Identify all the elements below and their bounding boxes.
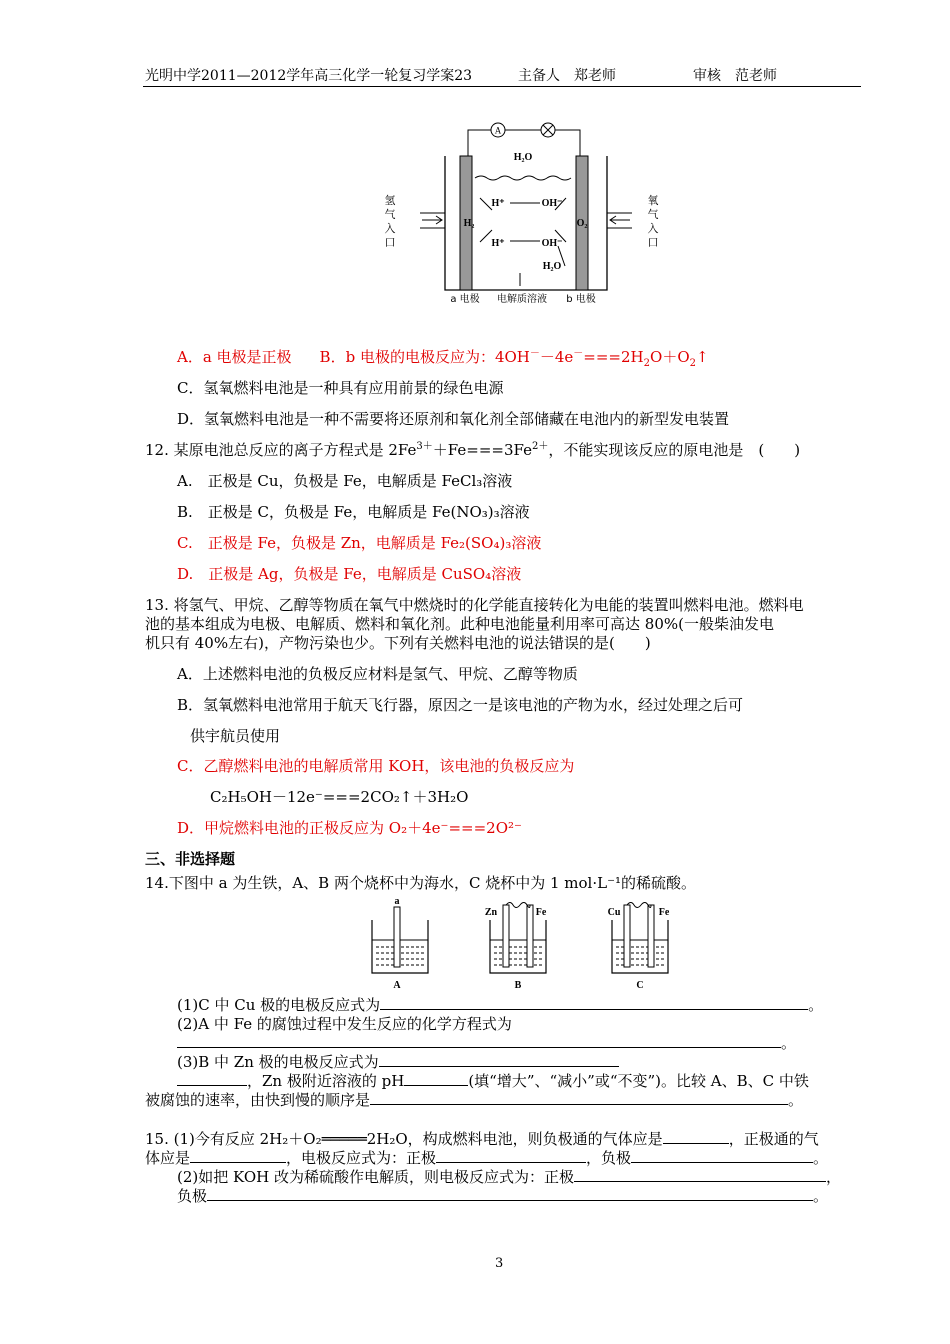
beaker-a-label: A xyxy=(393,980,401,991)
answer-blank[interactable] xyxy=(207,1186,813,1201)
beakers-diagram xyxy=(360,895,690,995)
q15-line-1: 15. (1)今有反应 2H₂＋O₂═════2H₂O，构成燃料电池，则负极通的气体应是 ，正极通的气 xyxy=(145,1130,819,1148)
o2-inlet-4: 口 xyxy=(647,236,659,249)
oh-1: OH⁻ xyxy=(541,198,563,209)
q13-stem-1: 13. 将氢气、甲烷、乙醇等物质在氧气中燃烧时的化学能直接转化为电能的装置叫燃料电池。燃料电 xyxy=(145,596,804,614)
beaker-c-cu: Cu xyxy=(607,907,621,918)
q13-option-c-2: C₂H₅OH－12e⁻===2CO₂↑＋3H₂O xyxy=(210,788,469,806)
q11-option-b-text: B．b 电极的电极反应为：$4OH^--4e^-===2H_2O+O_2↑$ xyxy=(319,348,709,369)
q15-line-2: 体应是 ，电极反应式为：正极 ，负极 。 xyxy=(145,1149,829,1167)
h2-inlet-1: 氢 xyxy=(384,194,396,207)
caption-b-electrode: b 电极 xyxy=(566,294,596,305)
q12-stem: 12. 某原电池总反应的离子方程式是 $2Fe^{3+}+Fe===3Fe^{2+}$，不能实现该反应的原电池是 ( ) xyxy=(145,441,801,459)
section-heading: 三、非选择题 xyxy=(145,850,236,868)
h2-inlet-2: 气 xyxy=(384,208,396,221)
q13-option-a: A．上述燃料电池的负极反应材料是氢气、甲烷、乙醇等物质 xyxy=(177,665,578,683)
h2-inlet-3: 入 xyxy=(384,222,396,235)
beaker-a-rod-label: a xyxy=(394,896,400,907)
o2-inlet-3: 入 xyxy=(647,222,659,235)
caption-electrolyte: 电解质溶液 xyxy=(497,294,547,305)
q14-part-3: (3)B 中 Zn 极的电极反应式为 xyxy=(177,1052,619,1072)
q11-option-a xyxy=(177,347,709,367)
q14-part-5: 被腐蚀的速率，由快到慢的顺序是 。 xyxy=(145,1091,804,1109)
answer-blank[interactable] xyxy=(370,1090,788,1105)
h-plus-2: H⁺ xyxy=(491,238,505,249)
q13-stem-3: 机只有 40%左右)，产物污染也少。下列有关燃料电池的说法错误的是( ) xyxy=(145,634,651,652)
ammeter-label: A xyxy=(494,125,502,136)
answer-blank[interactable] xyxy=(436,1148,586,1163)
page-number: 3 xyxy=(495,1256,504,1271)
q12-option-a: A. 正极是 Cu，负极是 Fe，电解质是 FeCl₃溶液 xyxy=(177,472,513,490)
q12-option-c: C. 正极是 Fe，负极是 Zn，电解质是 Fe₂(SO₄)₃溶液 xyxy=(177,534,542,552)
q11-option-c: C．氢氧燃料电池是一种具有应用前景的绿色电源 xyxy=(177,379,504,397)
answer-blank[interactable] xyxy=(380,995,808,1010)
beaker-b-label: B xyxy=(514,980,522,991)
answer-blank[interactable] xyxy=(574,1167,826,1182)
q11-option-d: D．氢氧燃料电池是一种不需要将还原剂和氧化剂全部储藏在电池内的新型发电装置 xyxy=(177,410,730,428)
q13-option-b-2: 供宇航员使用 xyxy=(190,727,281,745)
header-rule xyxy=(143,86,861,87)
o2-label: O₂ xyxy=(576,218,588,229)
h-plus-1: H⁺ xyxy=(491,198,505,209)
q14-part-2: (2)A 中 Fe 的腐蚀过程中发生反应的化学方程式为 xyxy=(177,1015,512,1033)
q15-line-3: (2)如把 KOH 改为稀硫酸作电解质，则电极反应式为：正极 ， xyxy=(177,1168,841,1186)
water-top-label: H₂O xyxy=(513,152,533,163)
beaker-b-fe: Fe xyxy=(535,907,547,918)
o2-inlet-2: 气 xyxy=(647,208,659,221)
answer-blank[interactable] xyxy=(631,1148,813,1163)
header-title: 光明中学2011—2012学年高三化学一轮复习学案23 xyxy=(145,68,473,84)
q14-part-2-answer: 。 xyxy=(177,1033,796,1053)
q13-option-c-1: C．乙醇燃料电池的电解质常用 KOH，该电池的负极反应为 xyxy=(177,757,575,775)
o2-inlet-1: 氧 xyxy=(647,194,659,207)
q15-line-4: 负极 。 xyxy=(177,1187,829,1205)
beaker-b-zn: Zn xyxy=(484,907,498,918)
q12-option-d: D. 正极是 Ag，负极是 Fe，电解质是 CuSO₄溶液 xyxy=(177,565,522,583)
answer-blank[interactable] xyxy=(379,1052,619,1067)
q13-option-b-1: B．氢氧燃料电池常用于航天飞行器，原因之一是该电池的产物为水，经过处理之后可 xyxy=(177,696,744,714)
header-reviewer: 审核 范老师 xyxy=(693,68,777,84)
water-bottom-label: H₂O xyxy=(542,261,562,272)
q14-part-1: (1)C 中 Cu 极的电极反应式为 。 xyxy=(177,996,824,1014)
h2-label: H₂ xyxy=(463,218,475,229)
answer-blank[interactable] xyxy=(177,1033,781,1048)
q14-stem: 14.下图中 a 为生铁，A、B 两个烧杯中为海水，C 烧杯中为 1 mol·L⁻¹的稀硫酸。 xyxy=(145,874,696,892)
h2-inlet-4: 口 xyxy=(384,236,396,249)
q13-option-d: D．甲烷燃料电池的正极反应为 O₂＋4e⁻===2O²⁻ xyxy=(177,819,522,837)
q12-option-b: B. 正极是 C，负极是 Fe，电解质是 Fe(NO₃)₃溶液 xyxy=(177,503,530,521)
answer-blank[interactable] xyxy=(190,1148,286,1163)
q11-option-a-text: A．a 电极是正极 xyxy=(177,348,292,366)
q14-part-4: ，Zn 极附近溶液的 pH (填“增大”、“减小”或“不变”)。比较 A、B、C 中铁 xyxy=(177,1071,809,1091)
q13-stem-2: 池的基本组成为电极、电解质、燃料和氧化剂。此种电池能量利用率可高达 80%(一般柴油发电 xyxy=(145,615,774,633)
answer-blank[interactable] xyxy=(177,1071,247,1086)
caption-a-electrode: a 电极 xyxy=(450,294,480,305)
header-author: 主备人 郑老师 xyxy=(518,68,616,84)
answer-blank[interactable] xyxy=(663,1129,729,1144)
fuel-cell-diagram xyxy=(380,118,670,308)
beaker-c-fe: Fe xyxy=(658,907,670,918)
oh-2: OH⁻ xyxy=(541,238,563,249)
beaker-c-label: C xyxy=(636,980,644,991)
answer-blank[interactable] xyxy=(404,1071,468,1086)
